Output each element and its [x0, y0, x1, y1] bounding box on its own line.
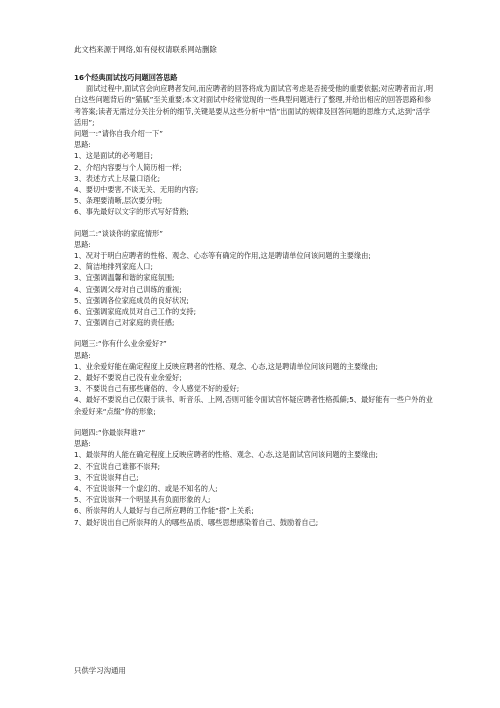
- list-item: 6、所崇拜的人人最好与自己所应聘的工作能“搭”上关系;: [74, 506, 254, 516]
- question-heading: 问题二:“谈谈你的家庭情形”: [74, 228, 163, 238]
- list-item: 4、不宜说崇拜一个虚幻的、或是不知名的人;: [74, 483, 218, 493]
- approach-label: 思路:: [74, 140, 91, 150]
- question-section: [74, 228, 436, 329]
- question-section: [74, 338, 436, 416]
- list-item: 6、事先最好以文字的形式写好背熟;: [74, 207, 189, 217]
- list-item: 7、宜强调自己对家庭的责任感;: [74, 318, 175, 328]
- intro-paragraph: 面试过程中,面试官会向应聘者发问,而应聘者的回答将成为面试官考虑是否接受他的重要依据;对应聘者而言,明白这些问题背后的“猫腻”至关重要;本文对面试中经常觉现的一些典型问题进行了整理,并给出相应的回答思路和参考答案;读者无需过分关注分析的细节,关键是要从这些分析中“悟”出面试的规律及回答问题的思维方式,达到“活学活用”;: [74, 84, 434, 127]
- list-item: 2、简洁地排列家庭人口;: [74, 262, 153, 272]
- list-item: 2、不宜说自己谁都不崇拜;: [74, 461, 161, 471]
- question-heading: 问题四:“你最崇拜谁?”: [74, 427, 146, 437]
- approach-label: 思路:: [74, 439, 91, 449]
- approach-label: 思路:: [74, 239, 91, 249]
- document-title: 16个经典面试技巧问题回答思路: [74, 73, 178, 82]
- list-item: 3、表述方式上尽量口语化;: [74, 173, 161, 183]
- list-item: 5、宜强调各位家庭成员的良好状况;: [74, 295, 189, 305]
- list-item: 1、业余爱好能在确定程度上反映应聘者的性格、观念、心态,这是聘请单位问该问题的主要缘由;: [74, 361, 378, 371]
- list-item: 4、最好不要说自己仅限于读书、听音乐、上网,否则可能令面试官怀疑应聘者性格孤僻;5、最好能有一些户外的业余爱好来“点缀”你的形象;: [74, 395, 433, 416]
- usage-note: 只供学习沟通用: [74, 666, 126, 675]
- question-section: [74, 427, 436, 528]
- list-item: 5、不宜说崇拜一个明显具有负面形象的人;: [74, 495, 211, 505]
- question-heading: 问题三:“你有什么业余爱好?”: [74, 339, 167, 349]
- list-item: 6、宜强调家庭成员对自己工作的支持;: [74, 307, 196, 317]
- list-item: 1、最崇拜的人能在确定程度上反映应聘者的性格、观念、心态,这是面试官问该问题的主要缘由;: [74, 450, 378, 460]
- list-item: 5、条理要清晰,层次要分明;: [74, 196, 163, 206]
- list-item: 2、介绍内容要与个人简历相一样;: [74, 162, 182, 172]
- document-body: [74, 72, 436, 528]
- list-item: 3、不要说自己有那些庸俗的、令人感觉不好的爱好;: [74, 384, 240, 394]
- list-item: 3、宜强调温馨和谐的家庭氛围;: [74, 273, 175, 283]
- list-item: 7、最好说出自己所崇拜的人的哪些品质、哪些思想感染着自己、鼓励着自己;: [74, 517, 319, 527]
- list-item: 3、不宜说崇拜自己;: [74, 472, 139, 482]
- list-item: 2、最好不要说自己没有业余爱好;: [74, 373, 182, 383]
- list-item: 1、这是面试的必考题目;: [74, 151, 153, 161]
- source-disclaimer: 此文档来源于网络,如有侵权请联系网站删除: [74, 45, 217, 54]
- question-section: [74, 128, 436, 218]
- approach-label: 思路:: [74, 350, 91, 360]
- list-item: 4、宜强调父母对自己训练的重视;: [74, 284, 182, 294]
- list-item: 4、要切中要害,不谈无关、无用的内容;: [74, 185, 199, 195]
- question-heading: 问题一:“请你自我介绍一下”: [74, 129, 163, 139]
- list-item: 1、况对于明白应聘者的性格、观念、心态等有确定的作用,这是聘请单位问该问题的主要缘由;: [74, 251, 371, 261]
